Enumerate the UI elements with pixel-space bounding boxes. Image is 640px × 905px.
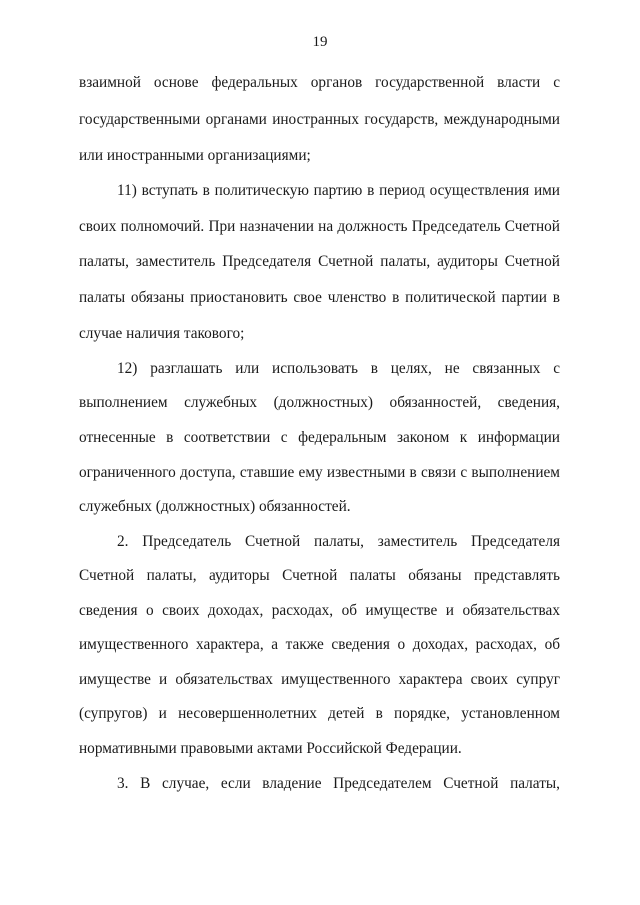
text-line: 12) разглашать или использовать в целях, не связанных с bbox=[117, 360, 560, 377]
text-line: 11) вступать в политическую партию в период осуществления ими bbox=[117, 182, 560, 199]
text-line: палаты, заместитель Председателя Счетной палаты, аудиторы Счетной bbox=[79, 253, 560, 270]
text-line: служебных (должностных) обязанностей. bbox=[79, 498, 351, 515]
text-line: нормативными правовыми актами Российской Федерации. bbox=[79, 740, 462, 757]
text-line: палаты обязаны приостановить свое членство в политической партии в bbox=[79, 289, 560, 306]
text-line: Счетной палаты, аудиторы Счетной палаты обязаны представлять bbox=[79, 567, 560, 584]
text-line: 3. В случае, если владение Председателем Счетной палаты, bbox=[117, 775, 560, 792]
text-line: взаимной основе федеральных органов государственной власти с bbox=[79, 74, 560, 91]
text-line: 2. Председатель Счетной палаты, заместитель Председателя bbox=[117, 533, 560, 550]
text-line: имущественного характера, а также сведения о доходах, расходах, об bbox=[79, 636, 560, 653]
text-line: имуществе и обязательствах имущественного характера своих супруг bbox=[79, 671, 560, 688]
text-line: выполнением служебных (должностных) обязанностей, сведения, bbox=[79, 394, 560, 411]
text-line: отнесенные в соответствии с федеральным законом к информации bbox=[79, 429, 560, 446]
page-number: 19 bbox=[312, 34, 328, 50]
text-line: случае наличия такового; bbox=[79, 325, 245, 342]
text-line: ограниченного доступа, ставшие ему известными в связи с выполнением bbox=[79, 464, 560, 481]
text-line: (супругов) и несовершеннолетних детей в порядке, установленном bbox=[79, 705, 560, 722]
text-line: сведения о своих доходах, расходах, об имуществе и обязательствах bbox=[79, 602, 560, 619]
text-line: своих полномочий. При назначении на должность Председатель Счетной bbox=[79, 218, 560, 235]
text-line: или иностранными организациями; bbox=[79, 147, 311, 164]
text-line: государственными органами иностранных государств, международными bbox=[79, 111, 560, 128]
